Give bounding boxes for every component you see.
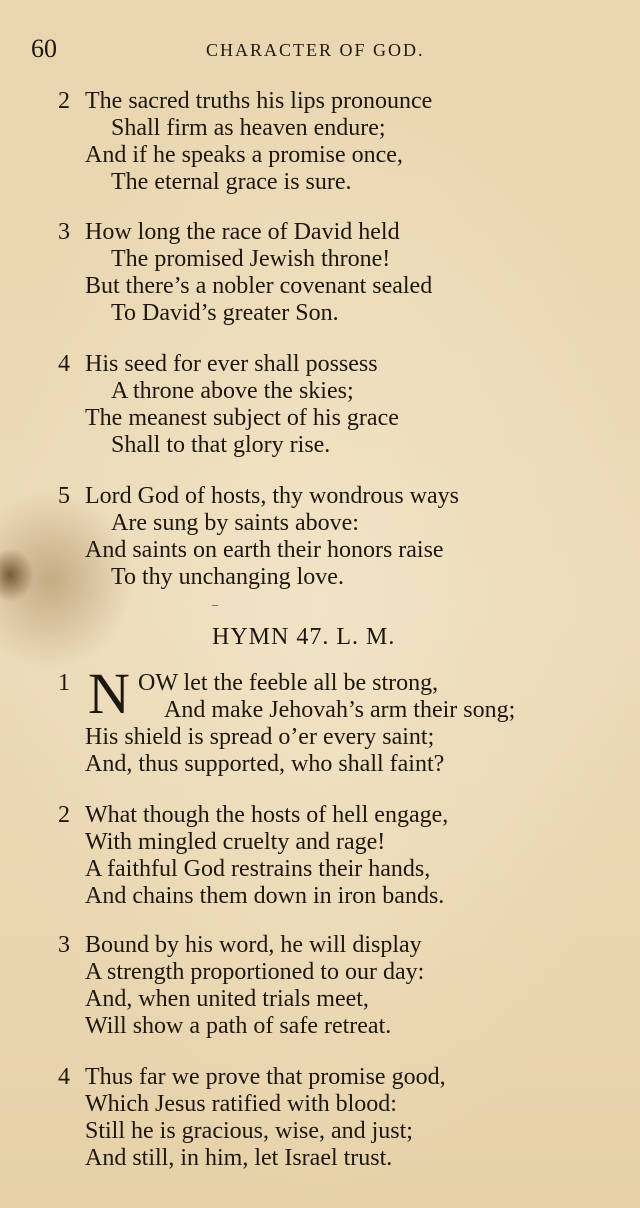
verse-line: His seed for ever shall possess xyxy=(85,351,378,377)
verse-line: Will show a path of safe retreat. xyxy=(85,1013,392,1039)
verse-line: Shall to that glory rise. xyxy=(111,432,331,458)
verse-line: The sacred truths his lips pronounce xyxy=(85,88,433,114)
verse-line: And, thus supported, who shall faint? xyxy=(85,751,445,777)
verse-line: The meanest subject of his grace xyxy=(85,405,399,431)
verse-line: What though the hosts of hell engage, xyxy=(85,802,449,828)
verse-line: Lord God of hosts, thy wondrous ways xyxy=(85,483,459,509)
verse-line: And, when united trials meet, xyxy=(85,986,369,1012)
verse-line: The eternal grace is sure. xyxy=(111,169,352,195)
verse-line: Which Jesus ratified with blood: xyxy=(85,1091,397,1117)
running-head: CHARACTER OF GOD. xyxy=(206,40,425,60)
verse-line: A throne above the skies; xyxy=(111,378,354,404)
verse-line: And still, in him, let Israel trust. xyxy=(85,1145,393,1171)
verse-line: Thus far we prove that promise good, xyxy=(85,1064,446,1090)
verse-line: A faithful God restrains their hands, xyxy=(85,856,431,882)
page-stain xyxy=(0,548,34,602)
page-number: 60 xyxy=(31,34,57,63)
verse-line: Are sung by saints above: xyxy=(111,510,359,536)
verse-line: Shall firm as heaven endure; xyxy=(111,115,386,141)
verse-line: A strength proportioned to our day: xyxy=(85,959,425,985)
verse-line: But there’s a nobler covenant sealed xyxy=(85,273,433,299)
stanza-number: 3 xyxy=(58,219,70,245)
stanza-number: 3 xyxy=(58,932,70,958)
stanza-number: 4 xyxy=(58,1064,70,1090)
verse-line: With mingled cruelty and rage! xyxy=(85,829,386,855)
stanza-number: 4 xyxy=(58,351,70,377)
verse-line: OW let the feeble all be strong, xyxy=(138,670,439,696)
verse-line: To thy unchanging love. xyxy=(111,564,344,590)
verse-line: Still he is gracious, wise, and just; xyxy=(85,1118,413,1144)
stanza-number: 5 xyxy=(58,483,70,509)
stanza-number: 1 xyxy=(58,670,70,696)
verse-line: And if he speaks a promise once, xyxy=(85,142,403,168)
verse-line: The promised Jewish throne! xyxy=(111,246,391,272)
stanza-number: 2 xyxy=(58,88,70,114)
stanza-number: 2 xyxy=(58,802,70,828)
drop-cap: N xyxy=(88,661,130,726)
verse-line: And make Jehovah’s arm their song; xyxy=(164,697,516,723)
verse-line: And saints on earth their honors raise xyxy=(85,537,444,563)
verse-line: His shield is spread o’er every saint; xyxy=(85,724,435,750)
divider xyxy=(212,605,218,606)
hymn-title: HYMN 47. L. M. xyxy=(212,624,396,650)
verse-line: To David’s greater Son. xyxy=(111,300,339,326)
verse-line: And chains them down in iron bands. xyxy=(85,883,445,909)
verse-line: Bound by his word, he will display xyxy=(85,932,422,958)
verse-line: How long the race of David held xyxy=(85,219,400,245)
